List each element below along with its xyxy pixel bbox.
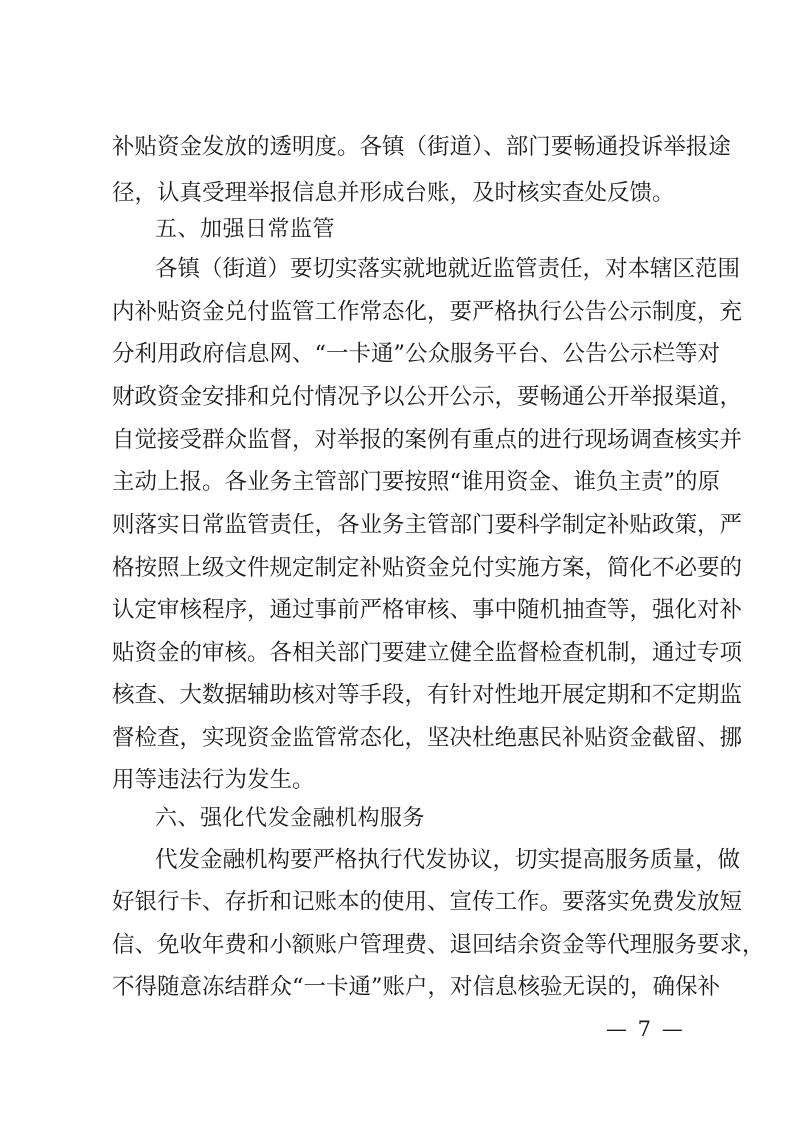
body-text-line: 分利用政府信息网、“一卡通”公众服务平台、公告公示栏等对 — [112, 341, 721, 367]
body-text-line: 内补贴资金兑付监管工作常态化，要严格执行公告公示制度，充 — [112, 299, 743, 325]
body-text-line: 则落实日常监管责任，各业务主管部门要科学制定补贴政策，严 — [112, 512, 743, 538]
body-text-line: 径，认真受理举报信息并形成台账，及时核实查处反馈。 — [112, 180, 675, 206]
body-text-line: 各镇（街道）要切实落实就地就近监管责任，对本辖区范围 — [155, 256, 741, 282]
body-text-line: 补贴资金发放的透明度。各镇（街道）、部门要畅通投诉举报途 — [112, 134, 731, 160]
body-text-line: 认定审核程序，通过事前严格审核、事中随机抽查等，强化对补 — [112, 597, 743, 623]
body-text-line: 代发金融机构要严格执行代发协议，切实提高服务质量，做 — [155, 847, 741, 873]
body-text-line: 格按照上级文件规定制定补贴资金兑付实施方案，简化不必要的 — [112, 555, 743, 581]
body-text-line: 贴资金的审核。各相关部门要建立健全监督检查机制，通过专项 — [112, 640, 743, 666]
body-text-line: 主动上报。各业务主管部门要按照“谁用资金、谁负主责”的原 — [112, 469, 721, 495]
body-text-line: 好银行卡、存折和记账本的使用、宣传工作。要落实免费发放短 — [112, 889, 743, 915]
body-text-line: 自觉接受群众监督，对举报的案例有重点的进行现场调查核实并 — [112, 427, 743, 453]
body-text-line: 用等违法行为发生。 — [112, 767, 315, 793]
section-heading-6: 六、强化代发金融机构服务 — [155, 806, 426, 831]
body-text-line: 督检查，实现资金监管常态化，坚决杜绝惠民补贴资金截留、挪 — [112, 725, 743, 751]
body-text-line: 核查、大数据辅助核对等手段，有针对性地开展定期和不定期监 — [112, 682, 743, 708]
body-text-line: 不得随意冻结群众“一卡通”账户，对信息核验无误的，确保补 — [112, 974, 721, 1000]
body-text-line: 财政资金安排和兑付情况予以公开公示，要畅通公开举报渠道， — [112, 384, 743, 410]
body-text-line: 信、免收年费和小额账户管理费、退回结余资金等代理服务要求， — [112, 932, 765, 958]
page-number: — 7 — — [606, 1017, 685, 1041]
section-heading-5: 五、加强日常监管 — [155, 217, 336, 242]
